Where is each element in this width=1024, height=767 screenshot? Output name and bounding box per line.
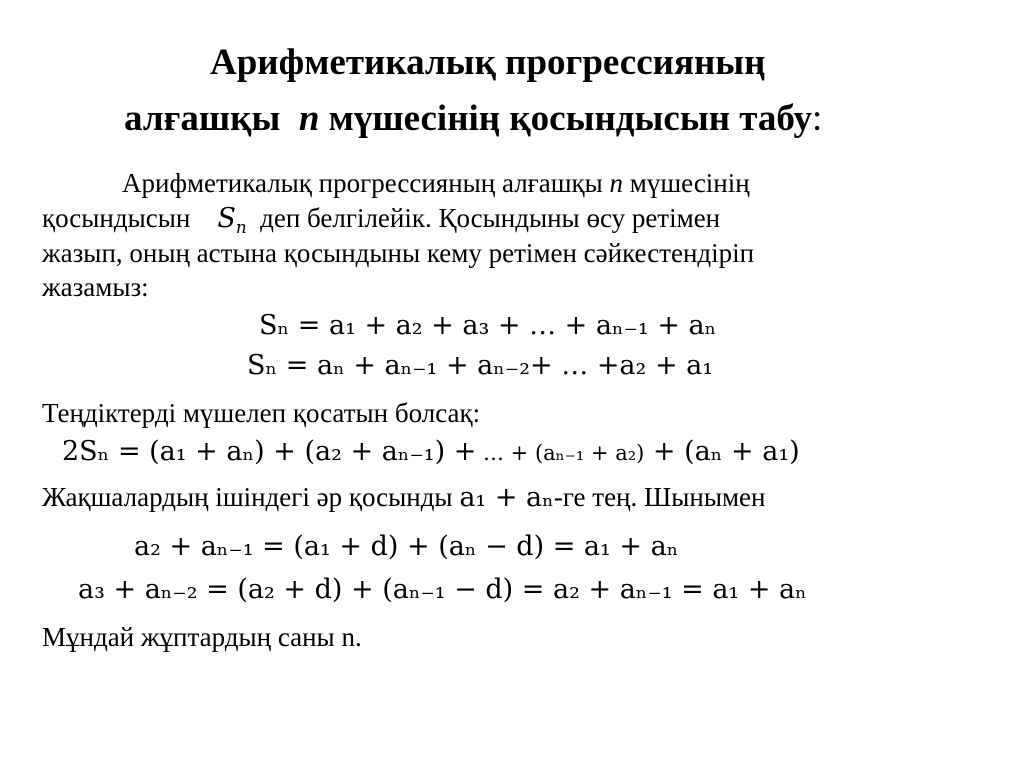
paragraph-line-4: жазамыз: [42,272,149,302]
bracket-text-post: -ге тең. Шынымен [553,482,766,512]
para-text: қосындысын [42,203,191,233]
eq3-part-b: … + (aₙ₋₁ + a₂) [476,441,645,465]
line-bracket-sum [42,484,766,511]
paragraph-line-2 [42,205,720,236]
title-colon: : [812,98,823,139]
eq3-part-c: + (aₙ + a₁) [644,436,800,467]
line-pairs-count: Мұндай жұптардың саны n. [42,622,362,652]
eq3-part-a: 2Sₙ = (a₁ + aₙ) + (a₂ + aₙ₋₁) + [62,436,477,467]
equation-sum-descending: Sₙ = aₙ + aₙ₋₁ + aₙ₋₂+ … +a₂ + a₁ [247,350,714,381]
paragraph-line-1 [122,170,750,197]
title-word-algashky: алғашқы [124,98,281,139]
para-text: Арифметикалық прогрессияның алғашқы [122,168,603,198]
equation-sum-ascending: Sₙ = a₁ + a₂ + a₃ + … + aₙ₋₁ + aₙ [259,310,717,341]
title-rest: мүшесінің қосындысын табу [328,98,813,139]
bracket-text: Жақшалардың ішіндегі әр қосынды [42,482,453,512]
paragraph-line-3: жазып, оның астына қосындыны кему ретімен сәйкестендіріп [42,238,755,268]
sum-sub-n: n [235,216,247,237]
para-text: деп белгілейік. Қосындыны өсу ретімен [260,203,721,233]
para-text: мүшесінің [629,168,750,198]
equation-a3-pair: a₃ + aₙ₋₂ = (a₂ + d) + (aₙ₋₁ − d) = a₂ + aₙ₋₁ = a₁ + aₙ [78,574,807,605]
sum-symbol [217,203,247,237]
line-add-equalities: Теңдіктерді мүшелеп қосатын болсақ: [42,398,481,428]
equation-a2-pair: a₂ + aₙ₋₁ = (a₁ + d) + (aₙ − d) = a₁ + aₙ [134,531,679,562]
title-line-2 [124,100,822,137]
title-var-n: n [298,98,320,139]
para-var-n: n [609,168,624,198]
sum-s: S [217,203,236,234]
equation-double-sum [62,438,800,465]
bracket-math: a₁ + aₙ [459,482,554,513]
title-line-1: Арифметикалық прогрессияның [210,42,766,83]
